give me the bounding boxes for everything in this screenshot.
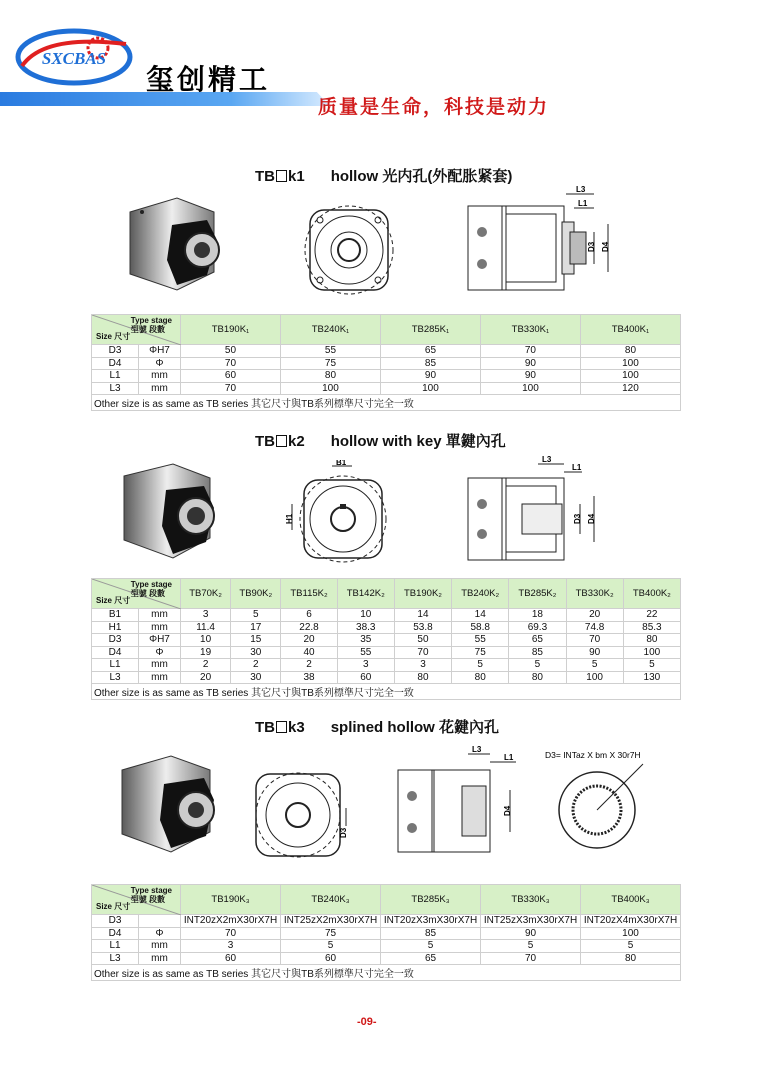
table-cell: 60 — [181, 370, 281, 383]
svg-text:B1: B1 — [336, 460, 347, 467]
section1-front-view — [300, 202, 398, 300]
row-unit: mm — [139, 621, 181, 634]
row-label: D4 — [92, 927, 139, 940]
row-label: L3 — [92, 382, 139, 395]
table-cell: 6 — [281, 609, 337, 622]
table-note-row — [92, 965, 681, 981]
table-cell: 100 — [566, 671, 623, 684]
column-header: TB285K₂ — [509, 579, 566, 609]
table-cell: 70 — [481, 952, 581, 965]
section3-title: TB k3 splined hollow 花鍵內孔 — [255, 719, 500, 736]
column-header: TB240K₁ — [280, 315, 380, 345]
table-cell: 70 — [394, 646, 451, 659]
table-cell: 55 — [280, 345, 380, 358]
table-corner-cell: Type stage 型號 段數 Size 尺寸 — [92, 579, 181, 609]
table-cell: 5 — [231, 609, 281, 622]
table-row — [92, 382, 681, 395]
row-unit: mm — [139, 370, 181, 383]
column-header: TB330K₃ — [481, 885, 581, 915]
table-cell: 130 — [623, 671, 680, 684]
table-row — [92, 940, 681, 953]
table-cell: 10 — [181, 634, 231, 647]
table-cell: 90 — [480, 370, 580, 383]
row-unit: mm — [139, 940, 181, 953]
row-unit: mm — [139, 382, 181, 395]
table-cell: 11.4 — [181, 621, 231, 634]
table-note: Other size is as same as TB series 其它尺寸與TB系列標準尺寸完全一致 — [92, 395, 681, 411]
section3-spec-table — [91, 884, 681, 981]
table-cell: 18 — [509, 609, 566, 622]
row-unit: mm — [139, 952, 181, 965]
table-corner-cell: Type stage 型號 段數 Size 尺寸 — [92, 885, 181, 915]
section1-title: TB k1 hollow 光内孔(外配胀紧套) — [255, 168, 513, 185]
row-unit: ΦH7 — [139, 345, 181, 358]
table-note: Other size is as same as TB series 其它尺寸與TB系列標準尺寸完全一致 — [92, 965, 681, 981]
table-cell: 17 — [231, 621, 281, 634]
table-cell: INT20zX2mX30rX7H — [181, 915, 281, 928]
table-corner-cell: Type stage 型號 段數 Size 尺寸 — [92, 315, 181, 345]
table-cell: 85 — [509, 646, 566, 659]
table-cell: 69.3 — [509, 621, 566, 634]
svg-text:D4: D4 — [587, 513, 596, 524]
row-unit: mm — [139, 671, 181, 684]
column-header: TB330K₁ — [480, 315, 580, 345]
table-row — [92, 671, 681, 684]
table-cell: 100 — [581, 927, 681, 940]
slogan: 质量是生命，科技是动力 — [318, 96, 550, 118]
row-label: L1 — [92, 370, 139, 383]
table-cell: 70 — [566, 634, 623, 647]
row-unit: Φ — [139, 927, 181, 940]
table-cell: 75 — [452, 646, 509, 659]
svg-text:L1: L1 — [578, 199, 588, 208]
table-row — [92, 609, 681, 622]
row-unit: ΦH7 — [139, 634, 181, 647]
section2-side-view — [462, 452, 622, 568]
table-cell: 5 — [581, 940, 681, 953]
table-cell: 5 — [452, 659, 509, 672]
table-note: Other size is as same as TB series 其它尺寸與TB系列標準尺寸完全一致 — [92, 684, 681, 700]
table-cell: 10 — [337, 609, 394, 622]
table-row — [92, 915, 681, 928]
table-header-row — [92, 579, 681, 609]
table-cell: 20 — [566, 609, 623, 622]
svg-text:L1: L1 — [572, 463, 582, 472]
table-cell: 55 — [452, 634, 509, 647]
table-cell: 90 — [480, 357, 580, 370]
table-row — [92, 952, 681, 965]
row-unit: Φ — [139, 357, 181, 370]
section2-product-photo — [118, 460, 228, 564]
table-cell: 3 — [181, 940, 281, 953]
table-cell: 74.8 — [566, 621, 623, 634]
table-cell: 20 — [181, 671, 231, 684]
table-cell: 50 — [181, 345, 281, 358]
row-unit: Φ — [139, 646, 181, 659]
table-row — [92, 646, 681, 659]
row-label: D4 — [92, 646, 139, 659]
column-header: TB285K₁ — [380, 315, 480, 345]
table-cell: 5 — [381, 940, 481, 953]
svg-text:SXCBAS: SXCBAS — [41, 49, 107, 68]
section2-title: TB k2 hollow with key 單鍵內孔 — [255, 433, 506, 450]
row-label: L3 — [92, 671, 139, 684]
table-cell: 30 — [231, 646, 281, 659]
table-cell: INT20zX3mX30rX7H — [381, 915, 481, 928]
svg-text:D3: D3 — [339, 827, 348, 838]
column-header: TB285K₃ — [381, 885, 481, 915]
section2-spec-table — [91, 578, 681, 700]
table-cell: 30 — [231, 671, 281, 684]
svg-text:D3: D3 — [587, 241, 596, 252]
table-cell: 65 — [509, 634, 566, 647]
table-cell: 80 — [623, 634, 680, 647]
column-header: TB400K₃ — [581, 885, 681, 915]
table-cell: 90 — [481, 927, 581, 940]
table-row — [92, 634, 681, 647]
table-row — [92, 357, 681, 370]
row-unit: mm — [139, 609, 181, 622]
table-cell: 3 — [337, 659, 394, 672]
table-cell: 58.8 — [452, 621, 509, 634]
row-label: L1 — [92, 940, 139, 953]
table-cell: 85.3 — [623, 621, 680, 634]
table-cell: 2 — [231, 659, 281, 672]
table-cell: INT25zX3mX30rX7H — [481, 915, 581, 928]
table-cell: 85 — [381, 927, 481, 940]
column-header: TB190K₂ — [394, 579, 451, 609]
table-row — [92, 659, 681, 672]
table-cell: 53.8 — [394, 621, 451, 634]
row-unit: mm — [139, 659, 181, 672]
table-cell: 80 — [580, 345, 680, 358]
table-cell: 100 — [380, 382, 480, 395]
column-header: TB190K₃ — [181, 885, 281, 915]
section2-table-body — [92, 609, 681, 684]
table-cell: 70 — [181, 927, 281, 940]
table-cell: 80 — [452, 671, 509, 684]
table-cell: 5 — [281, 940, 381, 953]
table-cell: 22 — [623, 609, 680, 622]
row-label: L3 — [92, 952, 139, 965]
svg-text:D3= INTaz X bm X 30r7H: D3= INTaz X bm X 30r7H — [545, 750, 641, 760]
table-note-row — [92, 395, 681, 411]
svg-text:L1: L1 — [504, 753, 514, 762]
table-cell: 65 — [381, 952, 481, 965]
table-cell: 40 — [281, 646, 337, 659]
section3-product-photo — [116, 752, 226, 858]
table-cell: 60 — [181, 952, 281, 965]
table-cell: 14 — [394, 609, 451, 622]
table-cell: 5 — [481, 940, 581, 953]
table-cell: 80 — [394, 671, 451, 684]
table-cell: 100 — [480, 382, 580, 395]
table-row — [92, 621, 681, 634]
table-cell: 100 — [280, 382, 380, 395]
table-cell: 80 — [581, 952, 681, 965]
table-cell: 80 — [280, 370, 380, 383]
table-row — [92, 345, 681, 358]
row-unit — [139, 915, 181, 928]
table-cell: 65 — [380, 345, 480, 358]
table-header-row — [92, 885, 681, 915]
row-label: B1 — [92, 609, 139, 622]
table-row — [92, 370, 681, 383]
row-label: D3 — [92, 634, 139, 647]
brand-name: 玺创精工 — [146, 63, 271, 96]
section3-table-body — [92, 915, 681, 965]
table-cell: 2 — [281, 659, 337, 672]
table-header-row — [92, 315, 681, 345]
table-cell: 100 — [623, 646, 680, 659]
row-label: L1 — [92, 659, 139, 672]
table-cell: 14 — [452, 609, 509, 622]
row-label: D3 — [92, 345, 139, 358]
table-row — [92, 927, 681, 940]
row-label: H1 — [92, 621, 139, 634]
column-header: TB142K₂ — [337, 579, 394, 609]
table-cell: INT25zX2mX30rX7H — [281, 915, 381, 928]
section2-front-view — [282, 460, 392, 564]
table-note-row — [92, 684, 681, 700]
row-label: D4 — [92, 357, 139, 370]
column-header: TB400K₂ — [623, 579, 680, 609]
table-cell: 75 — [280, 357, 380, 370]
column-header: TB90K₂ — [231, 579, 281, 609]
column-header: TB330K₂ — [566, 579, 623, 609]
section3-front-view — [248, 770, 354, 860]
table-cell: 100 — [580, 357, 680, 370]
table-cell: 55 — [337, 646, 394, 659]
column-header: TB400K₁ — [580, 315, 680, 345]
table-cell: 5 — [509, 659, 566, 672]
table-cell: 15 — [231, 634, 281, 647]
section1-side-view — [462, 184, 622, 300]
column-header: TB190K₁ — [181, 315, 281, 345]
table-cell: 2 — [181, 659, 231, 672]
page-number: -09- — [357, 1016, 377, 1028]
table-cell: 50 — [394, 634, 451, 647]
table-cell: 60 — [337, 671, 394, 684]
table-cell: 3 — [394, 659, 451, 672]
table-cell: 100 — [580, 370, 680, 383]
table-cell: 3 — [181, 609, 231, 622]
table-cell: 90 — [566, 646, 623, 659]
table-cell: 70 — [181, 357, 281, 370]
company-logo — [14, 26, 134, 88]
svg-text:L3: L3 — [542, 455, 552, 464]
table-cell: 60 — [281, 952, 381, 965]
table-cell: 22.8 — [281, 621, 337, 634]
table-cell: 85 — [380, 357, 480, 370]
table-cell: 75 — [281, 927, 381, 940]
section1-product-photo — [122, 190, 232, 300]
section1-spec-table — [91, 314, 681, 411]
table-cell: 70 — [181, 382, 281, 395]
page-header — [0, 0, 780, 130]
column-header: TB70K₂ — [181, 579, 231, 609]
table-cell: 5 — [623, 659, 680, 672]
svg-text:H1: H1 — [285, 513, 294, 524]
table-cell: 38 — [281, 671, 337, 684]
svg-text:D3: D3 — [573, 513, 582, 524]
table-cell: 20 — [281, 634, 337, 647]
table-cell: 70 — [480, 345, 580, 358]
table-cell: 120 — [580, 382, 680, 395]
svg-text:L3: L3 — [576, 185, 586, 194]
column-header: TB115K₂ — [281, 579, 337, 609]
column-header: TB240K₂ — [452, 579, 509, 609]
section3-side-view — [392, 740, 532, 860]
table-cell: 19 — [181, 646, 231, 659]
section3-spline-detail — [545, 748, 665, 856]
table-cell: 90 — [380, 370, 480, 383]
table-cell: 38.3 — [337, 621, 394, 634]
table-cell: 35 — [337, 634, 394, 647]
column-header: TB240K₃ — [281, 885, 381, 915]
table-cell: 80 — [509, 671, 566, 684]
table-cell: 5 — [566, 659, 623, 672]
svg-text:D4: D4 — [601, 241, 610, 252]
table-cell: INT20zX4mX30rX7H — [581, 915, 681, 928]
svg-text:L3: L3 — [472, 745, 482, 754]
row-label: D3 — [92, 915, 139, 928]
svg-text:D4: D4 — [503, 805, 512, 816]
